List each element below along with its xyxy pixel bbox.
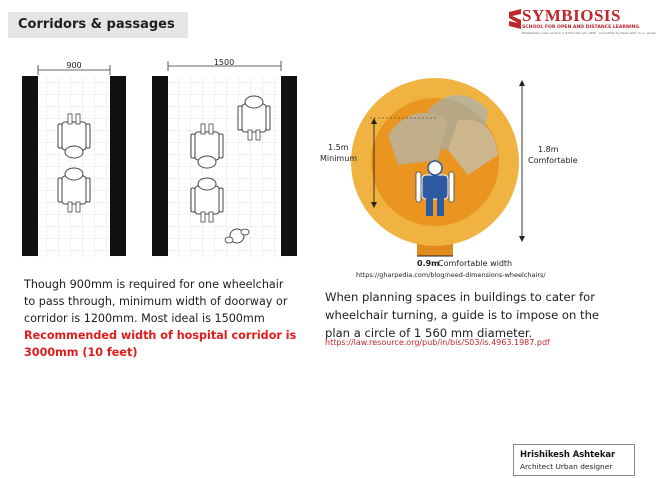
author-card <box>513 444 635 476</box>
left-text-line: corridor is 1200mm. Most ideal is 1500mm <box>24 312 265 325</box>
comfortable-width-text: Comfortable width <box>438 259 513 268</box>
right-body-text: When planning spaces in buildings to cater for wheelchair turning, a guide is to impose on the plan a circle of 1 560 mm diameter. <box>325 290 600 340</box>
comfortable-diameter-text: Comfortable <box>528 156 578 165</box>
institution-logo <box>506 6 656 36</box>
highlight-line: 3000mm (10 feet) <box>24 346 138 359</box>
logo-fine-print: Established under section 3 of the UGC act, 1956 · Accredited by NAAC with 'A++' grade <box>522 31 656 35</box>
logo-mark-icon <box>508 8 522 30</box>
logo-subtitle: SCHOOL FOR OPEN AND DISTANCE LEARNING <box>522 25 640 30</box>
logo-name: SYMBIOSIS <box>522 6 621 25</box>
comfortable-width-value: 0.9m <box>417 259 440 268</box>
corridor-plan-figure <box>22 58 297 258</box>
min-diameter-value: 1.5m <box>328 143 349 152</box>
min-diameter-text: Minimum <box>320 154 358 163</box>
turning-circle-figure <box>318 80 598 270</box>
slide-title: Corridors & passages <box>18 17 175 32</box>
left-text-line: Though 900mm is required for one wheelchair <box>24 278 284 291</box>
highlight-line: Recommended width of hospital corridor is <box>24 329 297 342</box>
figure-source-url[interactable]: https://gharpedia.com/blog/need-dimensions-wheelchairs/ <box>356 271 546 279</box>
left-body-text <box>24 276 314 361</box>
dimension-900-label: 900 <box>66 61 82 70</box>
author-role: Architect Urban designer <box>520 462 613 471</box>
comfortable-diameter-value: 1.8m <box>538 145 559 154</box>
author-name: Hrishikesh Ashtekar <box>520 449 616 459</box>
left-text-line: to pass through, minimum width of doorway or <box>24 295 288 308</box>
dimension-1500-label: 1500 <box>213 58 235 67</box>
reference-link[interactable]: https://law.resource.org/pub/in/bis/S03/is.4963.1987.pdf <box>325 338 550 347</box>
